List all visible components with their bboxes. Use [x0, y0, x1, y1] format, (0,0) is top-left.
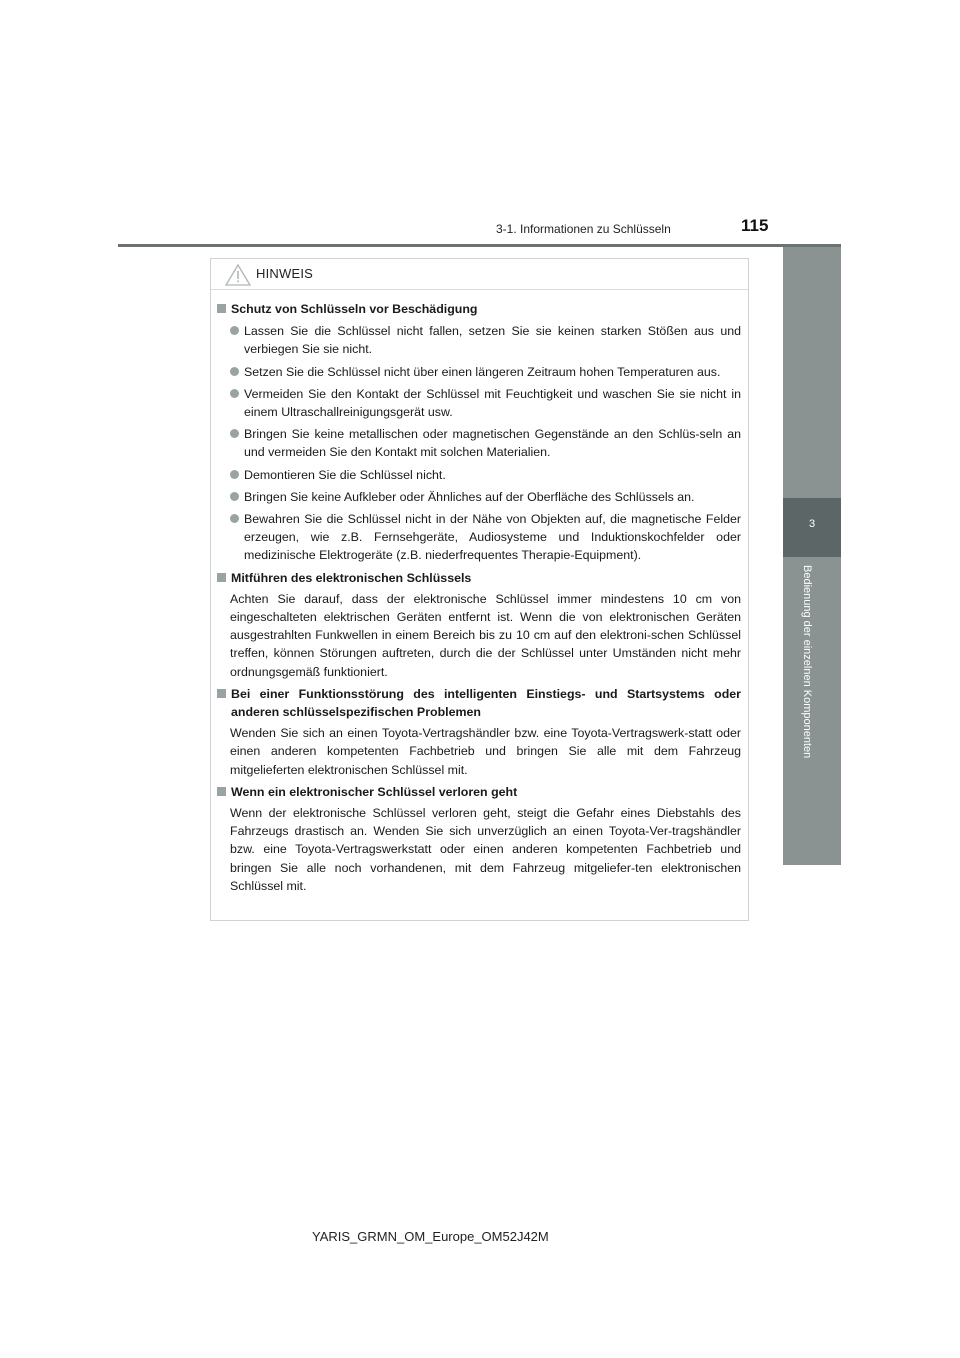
list-item — [217, 425, 741, 461]
list-item-text: Setzen Sie die Schlüssel nicht über einen längeren Zeitraum hohen Temperaturen aus. — [244, 364, 721, 379]
section-heading-text: Wenn ein elektronischer Schlüssel verloren geht — [231, 784, 518, 799]
section-heading-text: Mitführen des elektronischen Schlüssels — [231, 570, 472, 585]
list-item-text: Vermeiden Sie den Kontakt der Schlüssel mit Feuchtigkeit und waschen Sie sie nicht in einem Ultraschallreinigungsgerät usw. — [244, 386, 741, 420]
header-section-title: 3-1. Informationen zu Schlüsseln — [496, 222, 671, 236]
chapter-side-label: Bedienung der einzelnen Komponenten — [801, 565, 813, 759]
section-heading-text: Bei einer Funktionsstörung des intelligenten Einstiegs- und Startsystems oder anderen schlüsselspezifischen Problemen — [231, 686, 741, 720]
list-item-text: Bewahren Sie die Schlüssel nicht in der Nähe von Objekten auf, die magnetische Felder erzeugen, wie z.B. Fernsehgeräte, Audiosysteme und Induktionskochfelder oder medizinische Elektrogeräte (z.B. niederfrequentes Therapie-Equipment). — [244, 512, 741, 563]
round-bullet-icon — [230, 492, 239, 501]
footer-document-code: YARIS_GRMN_OM_Europe_OM52J42M — [312, 1229, 549, 1244]
square-bullet-icon — [217, 573, 226, 582]
round-bullet-icon — [230, 326, 239, 335]
chapter-tab[interactable]: 3 — [783, 498, 841, 557]
notice-title: HINWEIS — [256, 266, 314, 281]
square-bullet-icon — [217, 304, 226, 313]
round-bullet-icon — [230, 470, 239, 479]
round-bullet-icon — [230, 514, 239, 523]
round-bullet-icon — [230, 429, 239, 438]
list-item — [217, 488, 741, 506]
section-heading — [217, 685, 741, 721]
square-bullet-icon — [217, 689, 226, 698]
list-item — [217, 363, 741, 381]
section-paragraph: Achten Sie darauf, dass der elektronische Schlüssel immer mindestens 10 cm von eingeschalteten elektrischen Geräten entfernt ist. Wenn die von elektronischen Geräten ausgestrahlten Funkwellen in einem Bereich bis zu 10 cm auf den elektroni-schen Schlüssel treffen, können Störungen auftreten, durch die der Schlüssel unter Umständen nicht mehr ordnungsgemäß funktioniert. — [230, 591, 741, 679]
square-bullet-icon — [217, 787, 226, 796]
section-malfunction — [217, 685, 741, 779]
list-item-text: Demontieren Sie die Schlüssel nicht. — [244, 467, 446, 482]
warning-triangle-icon — [225, 264, 251, 286]
notice-box — [210, 258, 749, 921]
section-heading — [217, 783, 741, 801]
page-number: 115 — [741, 216, 769, 235]
bullet-list — [217, 322, 741, 564]
round-bullet-icon — [230, 389, 239, 398]
section-paragraph: Wenden Sie sich an einen Toyota-Vertragshändler bzw. eine Toyota-Vertragswerk-statt oder einen anderen kompetenten Fachbetrieb und bringen Sie alle mit dem Fahrzeug mitgelieferten elektronischen Schlüssel mit. — [230, 726, 741, 777]
list-item — [217, 510, 741, 565]
list-item-text: Bringen Sie keine Aufkleber oder Ähnliches auf der Oberfläche des Schlüssels an. — [244, 489, 695, 504]
round-bullet-icon — [230, 367, 239, 376]
list-item-text: Bringen Sie keine metallischen oder magnetischen Gegenstände an den Schlüs-seln an und vermeiden Sie den Kontakt mit solchen Materialien. — [244, 427, 741, 460]
header-rule — [118, 244, 841, 247]
section-heading-text: Schutz von Schlüsseln vor Beschädigung — [231, 302, 478, 316]
notice-body — [211, 290, 748, 895]
section-key-protection — [217, 300, 741, 565]
list-item — [217, 466, 741, 484]
list-item-text: Lassen Sie die Schlüssel nicht fallen, setzen Sie sie keinen starken Stößen aus und verbiegen Sie sie nicht. — [244, 324, 741, 357]
section-lost-key — [217, 783, 741, 895]
section-heading — [217, 569, 741, 587]
notice-header — [211, 259, 748, 290]
section-heading — [217, 300, 741, 318]
list-item — [217, 322, 741, 358]
section-paragraph: Wenn der elektronische Schlüssel verloren geht, steigt die Gefahr eines Diebstahls des Fahrzeugs drastisch an. Wenden Sie sich unverzüglich an einen Toyota-Ver-tragshändler bzw. eine Toyota-Vertragswerkstatt oder einen anderen kompetenten Fachbetrieb und bringen Sie alle noch vorhandenen, mit dem Fahrzeug mitgeliefer-ten elektronischen Schlüssel mit. — [230, 806, 741, 893]
list-item — [217, 385, 741, 421]
section-carrying-key — [217, 569, 741, 681]
